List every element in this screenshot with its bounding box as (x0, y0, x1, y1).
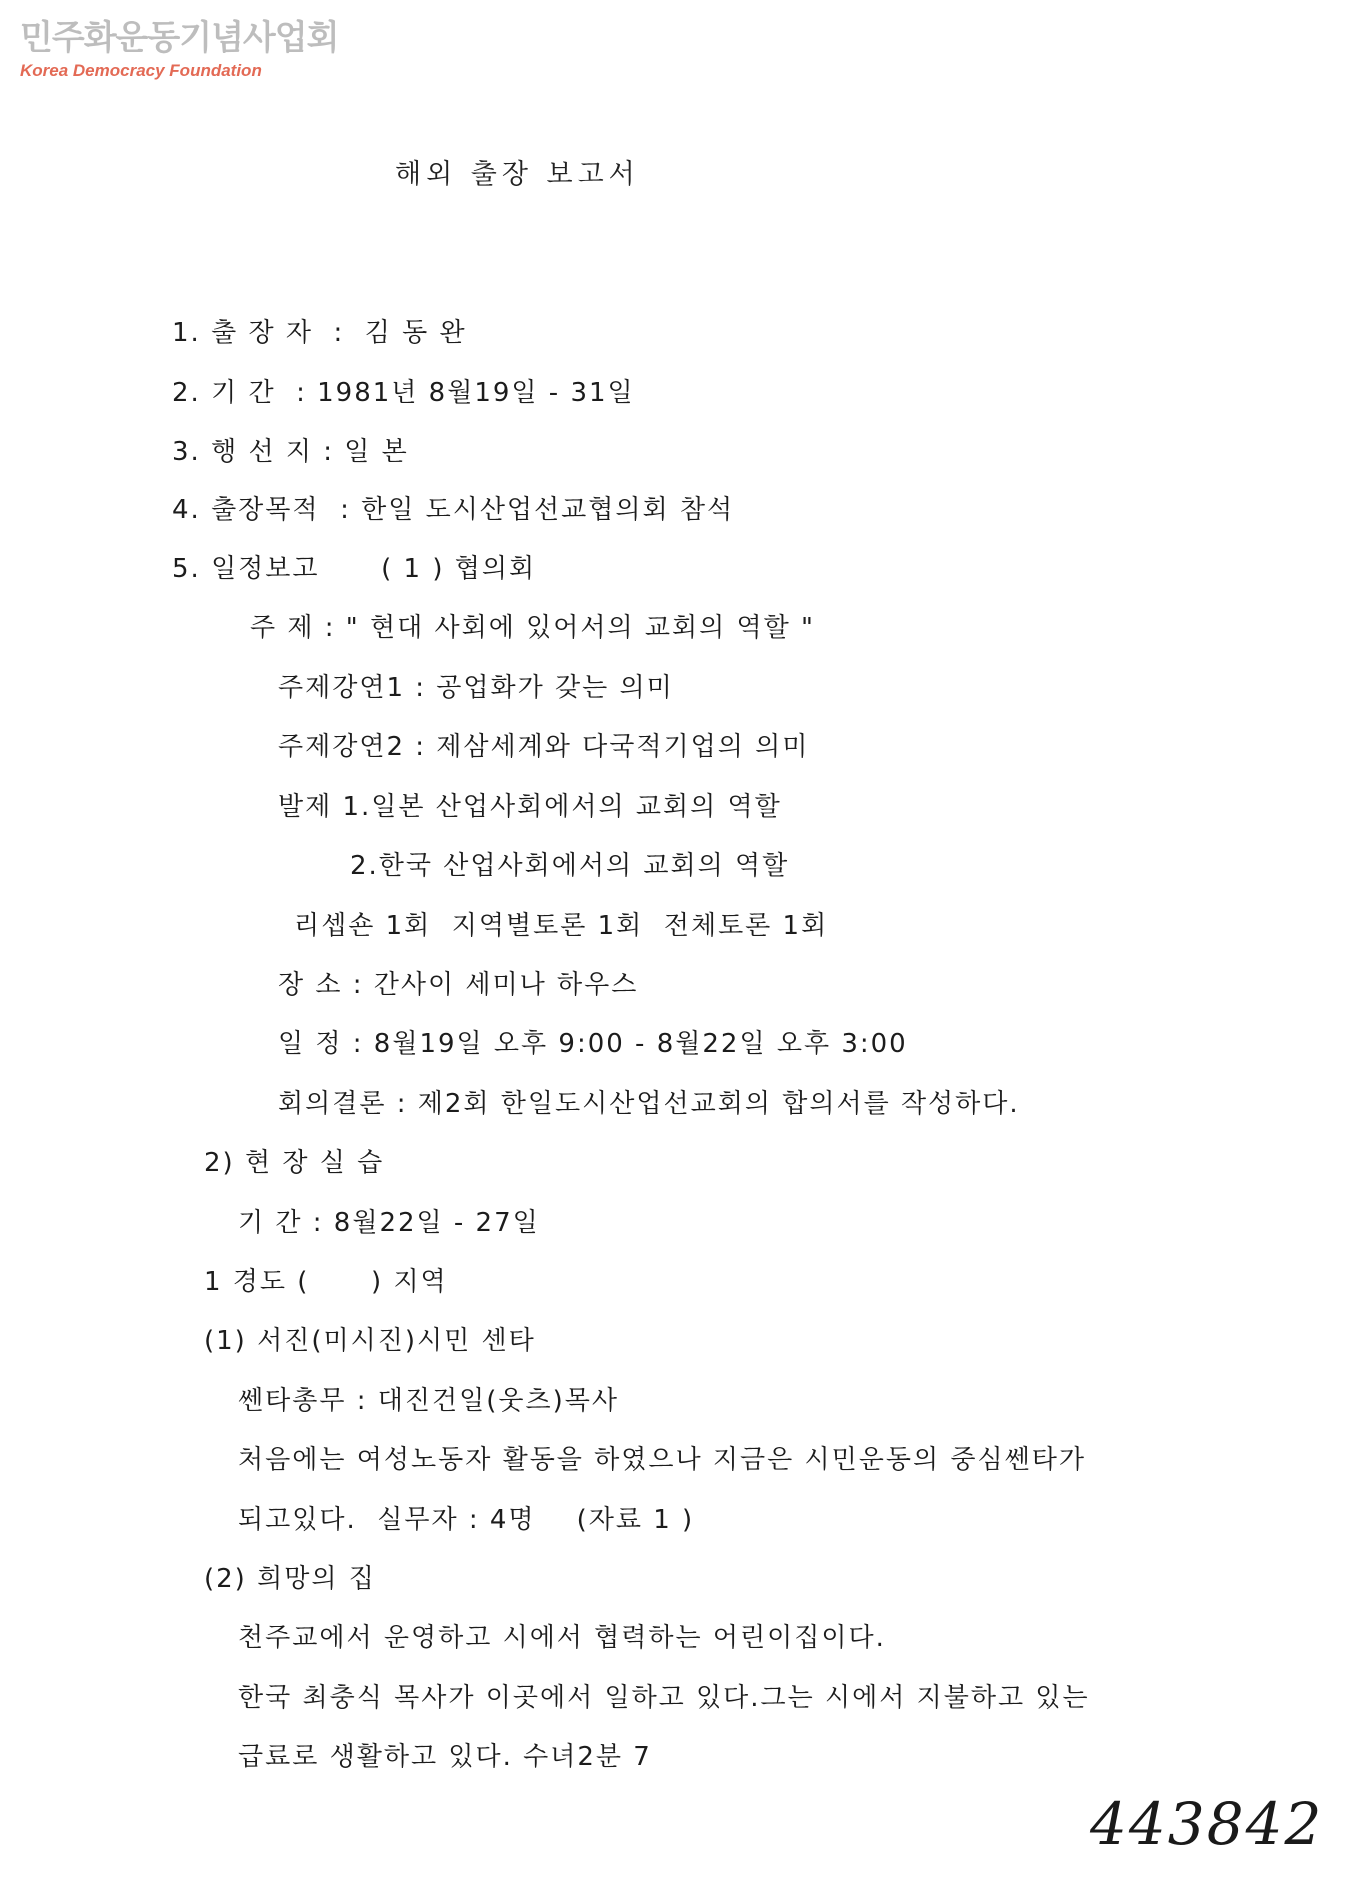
line-field-training: 2) 현 장 실 습 (204, 1148, 385, 1178)
line-field-period: 기 간 : 8월22일 - 27일 (238, 1208, 540, 1238)
line-theme: 주 제 : " 현대 사회에 있어서의 교회의 역할 " (250, 613, 815, 643)
document-number: 443842 (1090, 1790, 1324, 1858)
line-presentation-1: 발제 1.일본 산업사회에서의 교회의 역할 (278, 792, 782, 822)
line-venue: 장 소 : 간사이 세미나 하우스 (278, 970, 639, 1000)
watermark-korean: 민주화운동기념사업회 (20, 18, 339, 58)
line-itinerary: 일 정 : 8월19일 오후 9:00 - 8월22일 오후 3:00 (278, 1029, 908, 1059)
line-house-of-hope: (2) 희망의 집 (204, 1564, 376, 1594)
line-center-desc-2: 되고있다. 실무자 : 4명 (자료 1 ) (238, 1505, 695, 1535)
line-center-director: 쎈타총무 : 대진건일(웃츠)목사 (238, 1386, 619, 1416)
line-conclusion: 회의결론 : 제2회 한일도시산업선교회의 합의서를 작성하다. (278, 1089, 1020, 1119)
line-house-desc-1: 천주교에서 운영하고 시에서 협력하는 어린이집이다. (238, 1623, 886, 1653)
line-schedule-report: 5. 일정보고 ( 1 ) 협의회 (172, 554, 537, 584)
document-title: 해외 출장 보고서 (395, 159, 640, 190)
watermark-english: Korea Democracy Foundation (20, 61, 262, 80)
line-center-desc-1: 처음에는 여성노동자 활동을 하였으나 지금은 시민운동의 중심쎈타가 (238, 1445, 1086, 1475)
line-keynote-1: 주제강연1 : 공업화가 갖는 의미 (278, 673, 674, 703)
line-house-desc-2: 한국 최충식 목사가 이곳에서 일하고 있다.그는 시에서 지불하고 있는 (238, 1683, 1090, 1713)
line-presentation-2: 2.한국 산업사회에서의 교회의 역할 (350, 851, 790, 881)
line-center-1: (1) 서진(미시진)시민 센타 (204, 1326, 536, 1356)
line-period: 2. 기 간 : 1981년 8월19일 - 31일 (172, 378, 635, 408)
watermark-logo (20, 18, 338, 82)
line-keynote-2: 주제강연2 : 제삼세계와 다국적기업의 의미 (278, 732, 810, 762)
line-sessions: 리셉숀 1회 지역별토론 1회 전체토론 1회 (294, 911, 829, 941)
line-destination: 3. 행 선 지 : 일 본 (172, 437, 409, 467)
line-purpose: 4. 출장목적 : 한일 도시산업선교협의회 참석 (172, 495, 735, 525)
line-house-desc-3: 급료로 생활하고 있다. 수녀2분 7 (238, 1742, 652, 1772)
line-traveler: 1. 출 장 자 : 김 동 완 (172, 318, 467, 348)
line-region: 1 경도 ( ) 지역 (204, 1267, 448, 1297)
